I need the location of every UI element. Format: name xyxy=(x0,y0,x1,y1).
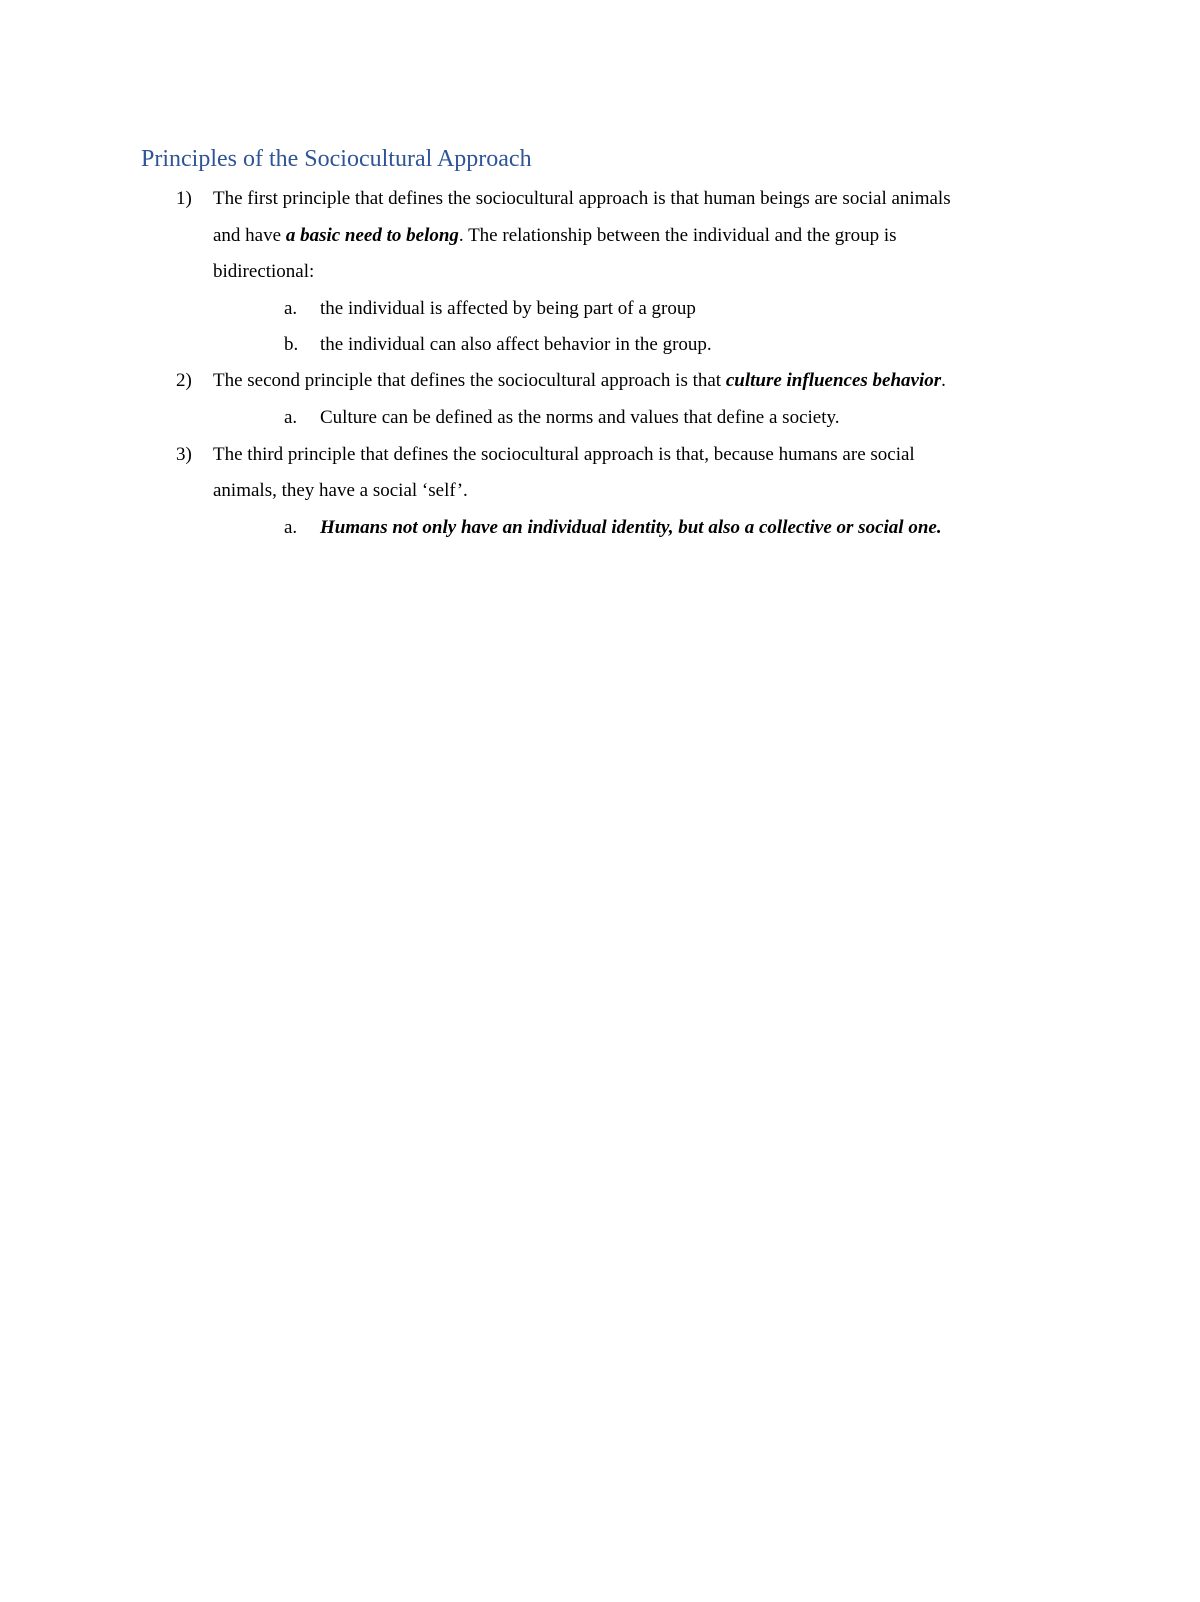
list-marker: 2) xyxy=(176,370,192,391)
emphasized-phrase: culture influences behavior xyxy=(725,370,942,391)
list-item-text: The first principle that defines the sociocultural approach is that human beings are social animals xyxy=(213,188,951,209)
page-title: Principles of the Sociocultural Approach xyxy=(141,146,532,172)
sub-item-text: Humans not only have an individual identity, but also a collective or social one. xyxy=(320,517,942,538)
sub-list-marker: b. xyxy=(284,334,299,355)
list-marker: 1) xyxy=(176,188,192,209)
emphasized-phrase: a basic need to belong xyxy=(285,225,459,246)
sub-list-marker: a. xyxy=(284,517,298,538)
text-segment: The second principle that defines the sociocultural approach is that xyxy=(213,370,726,391)
list-item-text: The third principle that defines the sociocultural approach is that, because humans are social xyxy=(213,444,915,465)
sub-item-text: the individual is affected by being part of a group xyxy=(320,298,696,319)
list-item-text xyxy=(213,369,946,393)
list-item-text-continuation: bidirectional: xyxy=(213,261,315,282)
sub-list-marker: a. xyxy=(284,298,298,319)
list-item-text-continuation: animals, they have a social ‘self’. xyxy=(213,480,468,501)
text-segment: . xyxy=(941,370,946,391)
sub-item-text: the individual can also affect behavior in the group. xyxy=(320,334,712,355)
sub-list-marker: a. xyxy=(284,407,298,428)
list-marker: 3) xyxy=(176,444,192,465)
sub-item-text: Culture can be defined as the norms and values that define a society. xyxy=(320,407,840,428)
list-item-text-continuation xyxy=(213,224,897,248)
text-segment: . The relationship between the individual and the group is xyxy=(458,225,897,246)
text-segment: and have xyxy=(213,225,286,246)
